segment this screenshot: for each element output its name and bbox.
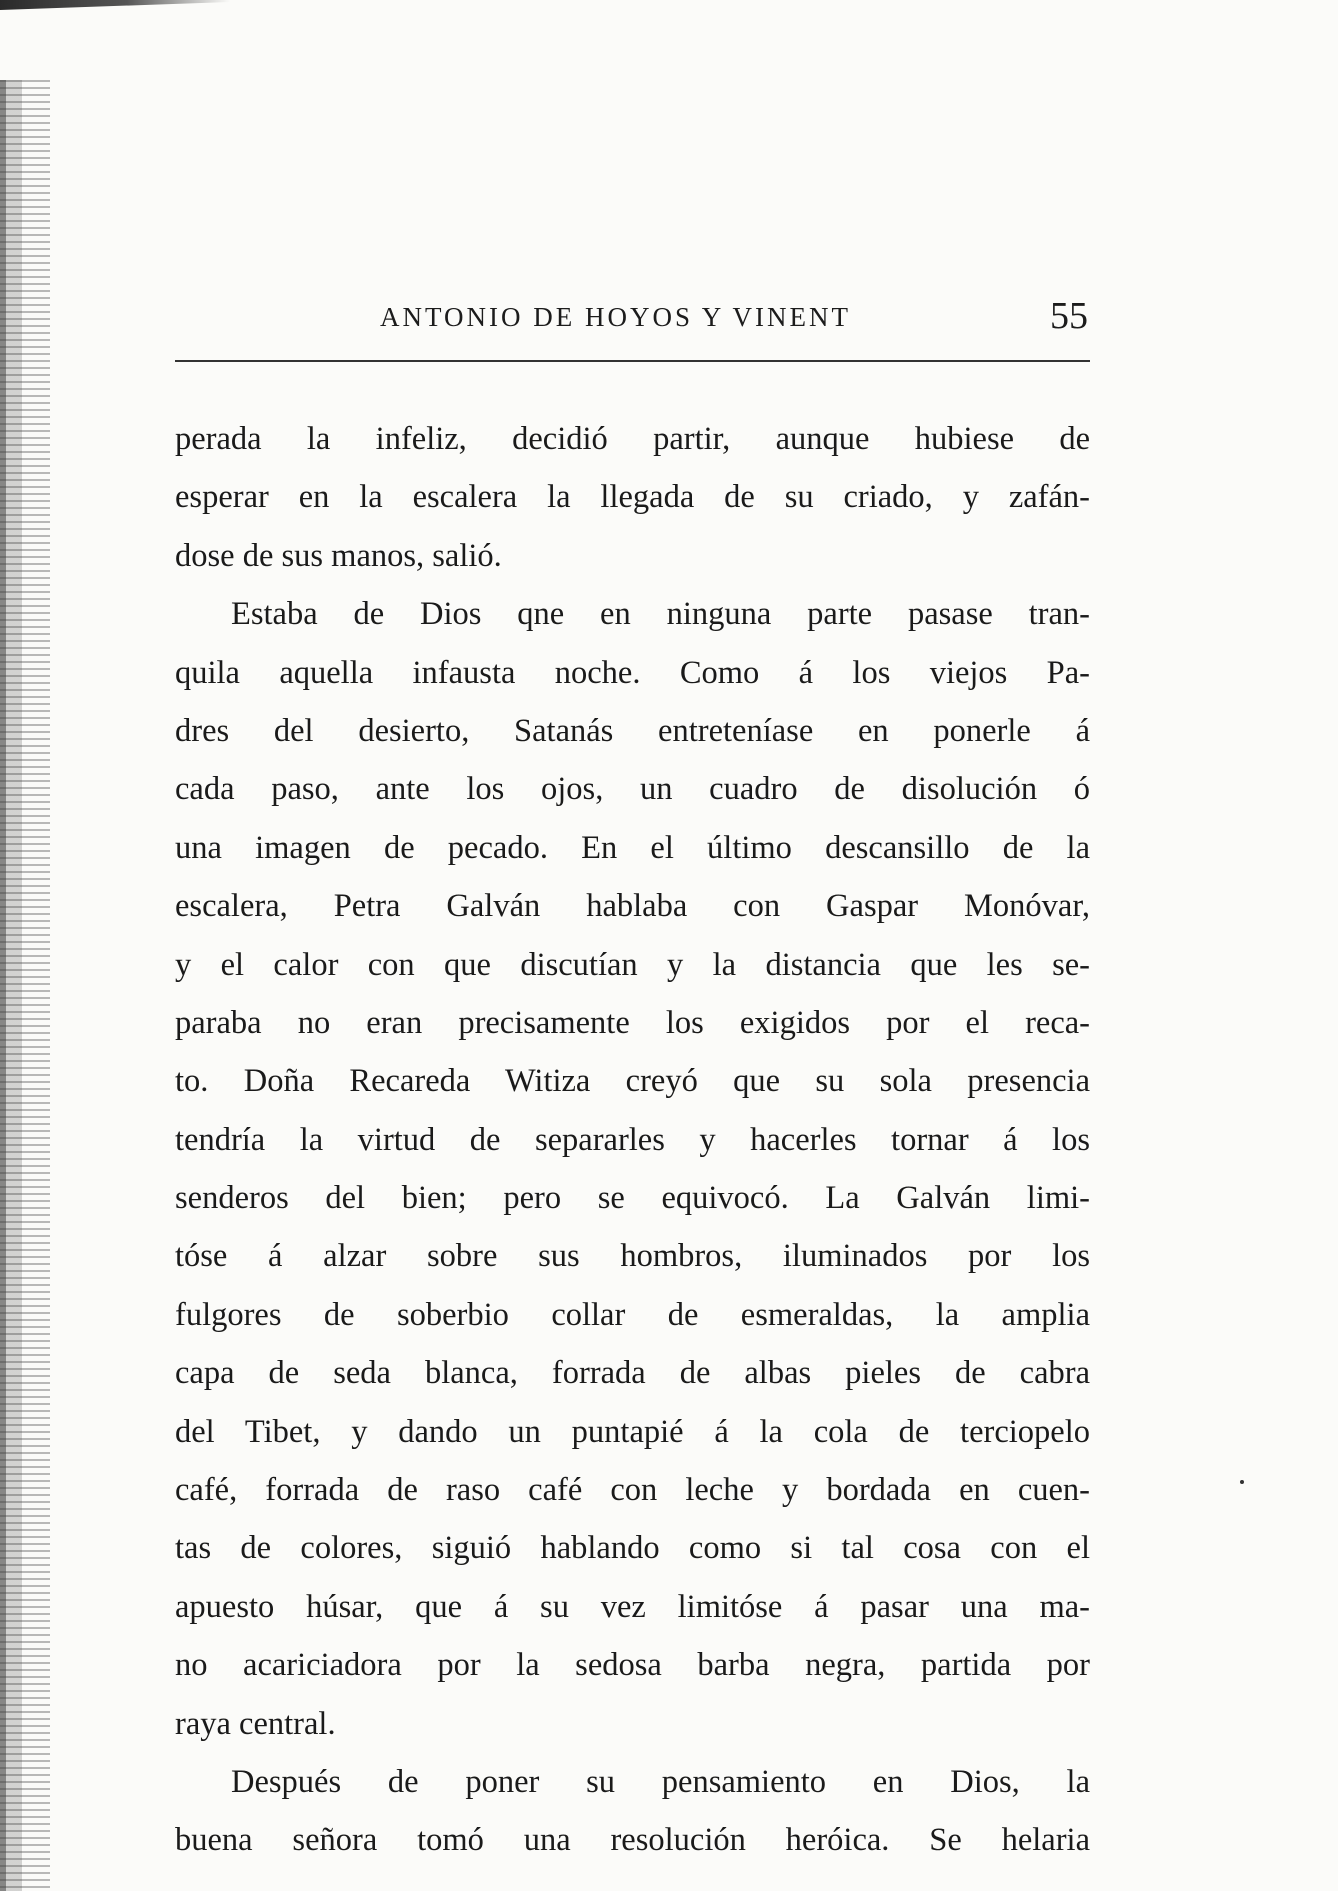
text-line: y el calor con que discutían y la distancia que les se- [175,946,1090,983]
text-line: una imagen de pecado. En el último descansillo de la [175,829,1090,866]
text-line: del Tibet, y dando un puntapié á la cola de terciopelo [175,1413,1090,1450]
text-line: apuesto húsar, que á su vez limitóse á pasar una ma- [175,1588,1090,1625]
text-line: café, forrada de raso café con leche y bordada en cuen- [175,1472,1090,1509]
body-text [175,410,1090,1870]
text-line: dres del desierto, Satanás entreteníase en ponerle á [175,712,1090,749]
running-header [175,295,1090,340]
text-line: escalera, Petra Galván hablaba con Gaspar Monóvar, [175,888,1090,925]
text-line: Después de poner su pensamiento en Dios, la [231,1763,1090,1800]
text-line: Estaba de Dios qne en ninguna parte pasase tran- [231,596,1090,633]
text-line: dose de sus manos, salió. [175,537,502,574]
scan-edge-shadow [0,0,230,10]
text-line: perada la infeliz, decidió partir, aunque hubiese de [175,421,1090,457]
text-line: no acariciadora por la sedosa barba negra, partida por [175,1647,1090,1684]
header-rule [175,360,1090,362]
page-binding-edge [0,80,50,1891]
text-line: quila aquella infausta noche. Como á los viejos Pa- [175,654,1090,691]
text-line: capa de seda blanca, forrada de albas pieles de cabra [175,1355,1090,1392]
text-line: paraba no eran precisamente los exigidos por el reca- [175,1004,1090,1041]
text-line: tas de colores, siguió hablando como si tal cosa con el [175,1530,1090,1567]
text-line: tóse á alzar sobre sus hombros, iluminados por los [175,1238,1090,1275]
text-line: buena señora tomó una resolución heróica. Se helaria [175,1822,1090,1859]
text-line: senderos del bien; pero se equivocó. La Galván limi- [175,1180,1090,1217]
ink-speck [1240,1480,1244,1484]
page-number: 55 [1050,295,1088,337]
text-line: fulgores de soberbio collar de esmeraldas, la amplia [175,1296,1090,1333]
text-line: raya central. [175,1705,336,1742]
text-line: cada paso, ante los ojos, un cuadro de disolución ó [175,771,1090,808]
text-line: esperar en la escalera la llegada de su criado, y zafán- [175,479,1090,516]
text-line: tendría la virtud de separarles y hacerles tornar á los [175,1121,1090,1158]
text-line: to. Doña Recareda Witiza creyó que su sola presencia [175,1063,1090,1100]
header-title: ANTONIO DE HOYOS Y VINENT [380,302,851,332]
